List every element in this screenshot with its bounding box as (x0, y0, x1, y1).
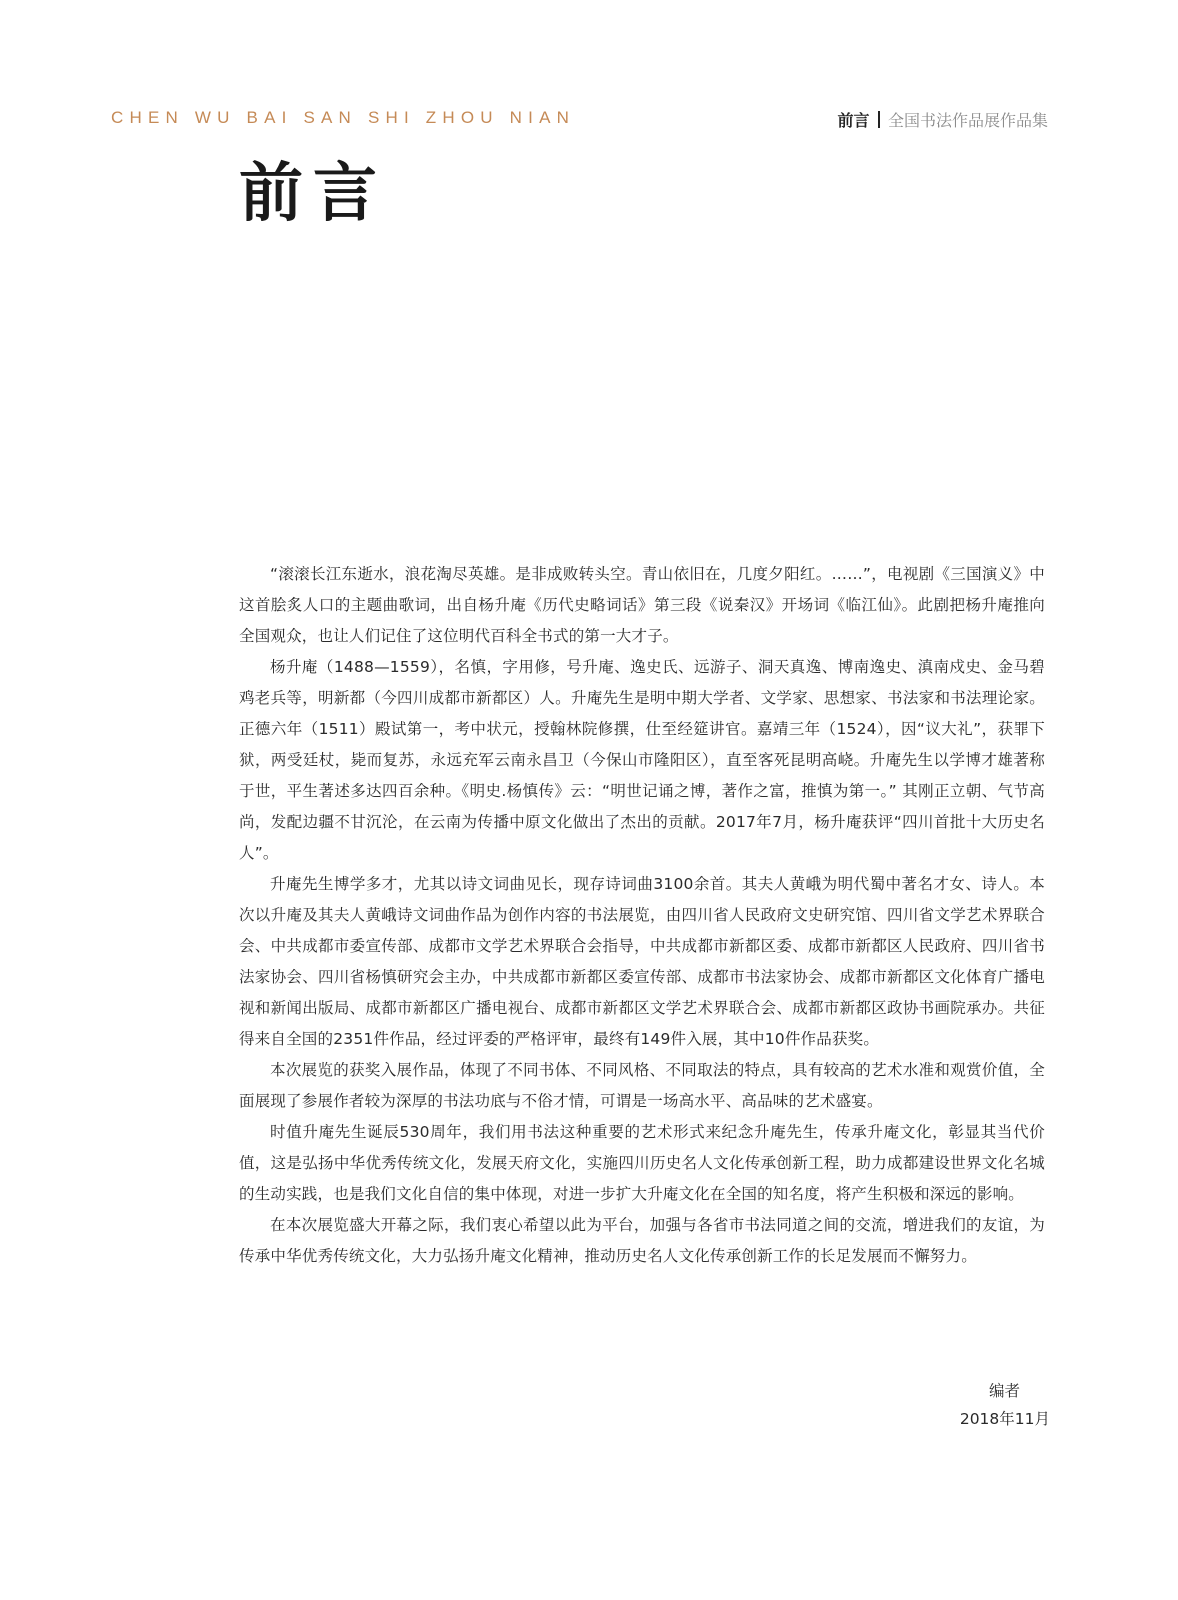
signature-block (900, 1377, 1050, 1433)
paragraph-1: “滚滚长江东逝水，浪花淘尽英雄。是非成败转头空。青山依旧在，几度夕阳红。……”，电视剧《三国演义》中这首脍炙人口的主题曲歌词，出自杨升庵《历代史略词话》第三段《说秦汉》开场词《临江仙》。此剧把杨升庵推向全国观众，也让人们记住了这位明代百科全书式的第一大才子。 (239, 565, 1045, 645)
signature-date: 2018年11月 (959, 1410, 1050, 1428)
paragraph-3: 升庵先生博学多才，尤其以诗文词曲见长，现存诗词曲3100余首。其夫人黄峨为明代蜀中著名才女、诗人。本次以升庵及其夫人黄峨诗文词曲作品为创作内容的书法展览，由四川省人民政府文史研究馆、四川省文学艺术界联合会、中共成都市委宣传部、成都市文学艺术界联合会指导，中共成都市新都区委、成都市新都区人民政府、四川省书法家协会、四川省杨慎研究会主办，中共成都市新都区委宣传部、成都市书法家协会、成都市新都区文化体育广播电视和新闻出版局、成都市新都区广播电视台、成都市新都区文学艺术界联合会、成都市新都区政协书画院承办。共征得来自全国的2351件作品，经过评委的严格评审，最终有149件入展，其中10件作品获奖。 (239, 875, 1045, 1048)
page-title: 前言 (239, 156, 387, 231)
paragraph-6: 在本次展览盛大开幕之际，我们衷心希望以此为平台，加强与各省市书法同道之间的交流，增进我们的友谊，为传承中华优秀传统文化，大力弘扬升庵文化精神，推动历史名人文化传承创新工作的长足发展而不懈努力。 (239, 1216, 1045, 1265)
header-collection-label: 全国书法作品展作品集 (887, 111, 1048, 130)
header-divider (878, 111, 880, 128)
header-section-label: 前言 (837, 111, 870, 130)
paragraph-5: 时值升庵先生诞辰530周年，我们用书法这种重要的艺术形式来纪念升庵先生，传承升庵文化，彰显其当代价值，这是弘扬中华优秀传统文化，发展天府文化，实施四川历史名人文化传承创新工程，助力成都建设世界文化名城的生动实践，也是我们文化自信的集中体现，对进一步扩大升庵文化在全国的知名度，将产生积极和深远的影响。 (239, 1123, 1045, 1203)
header-series-title: CHEN WU BAI SAN SHI ZHOU NIAN (111, 108, 576, 127)
preface-body (239, 559, 1045, 1272)
paragraph-4: 本次展览的获奖入展作品，体现了不同书体、不同风格、不同取法的特点，具有较高的艺术水准和观赏价值，全面展现了参展作者较为深厚的书法功底与不俗才情，可谓是一场高水平、高品味的艺术盛宴。 (239, 1061, 1045, 1110)
signature-author: 编者 (988, 1382, 1020, 1400)
header-running-title (837, 108, 1048, 131)
paragraph-2: 杨升庵（1488—1559），名慎，字用修，号升庵、逸史氏、远游子、洞天真逸、博南逸史、滇南戍史、金马碧鸡老兵等，明新都（今四川成都市新都区）人。升庵先生是明中期大学者、文学家、思想家、书法家和书法理论家。正德六年（1511）殿试第一，考中状元，授翰林院修撰，仕至经筵讲官。嘉靖三年（1524），因“议大礼”，获罪下狱，两受廷杖，毙而复苏，永远充军云南永昌卫（今保山市隆阳区），直至客死昆明高峣。升庵先生以学博才雄著称于世，平生著述多达四百余种。《明史.杨慎传》云：“明世记诵之博，著作之富，推慎为第一。” 其刚正立朝、气节高尚，发配边疆不甘沉沦，在云南为传播中原文化做出了杰出的贡献。2017年7月，杨升庵获评“四川首批十大历史名人”。 (239, 658, 1045, 862)
